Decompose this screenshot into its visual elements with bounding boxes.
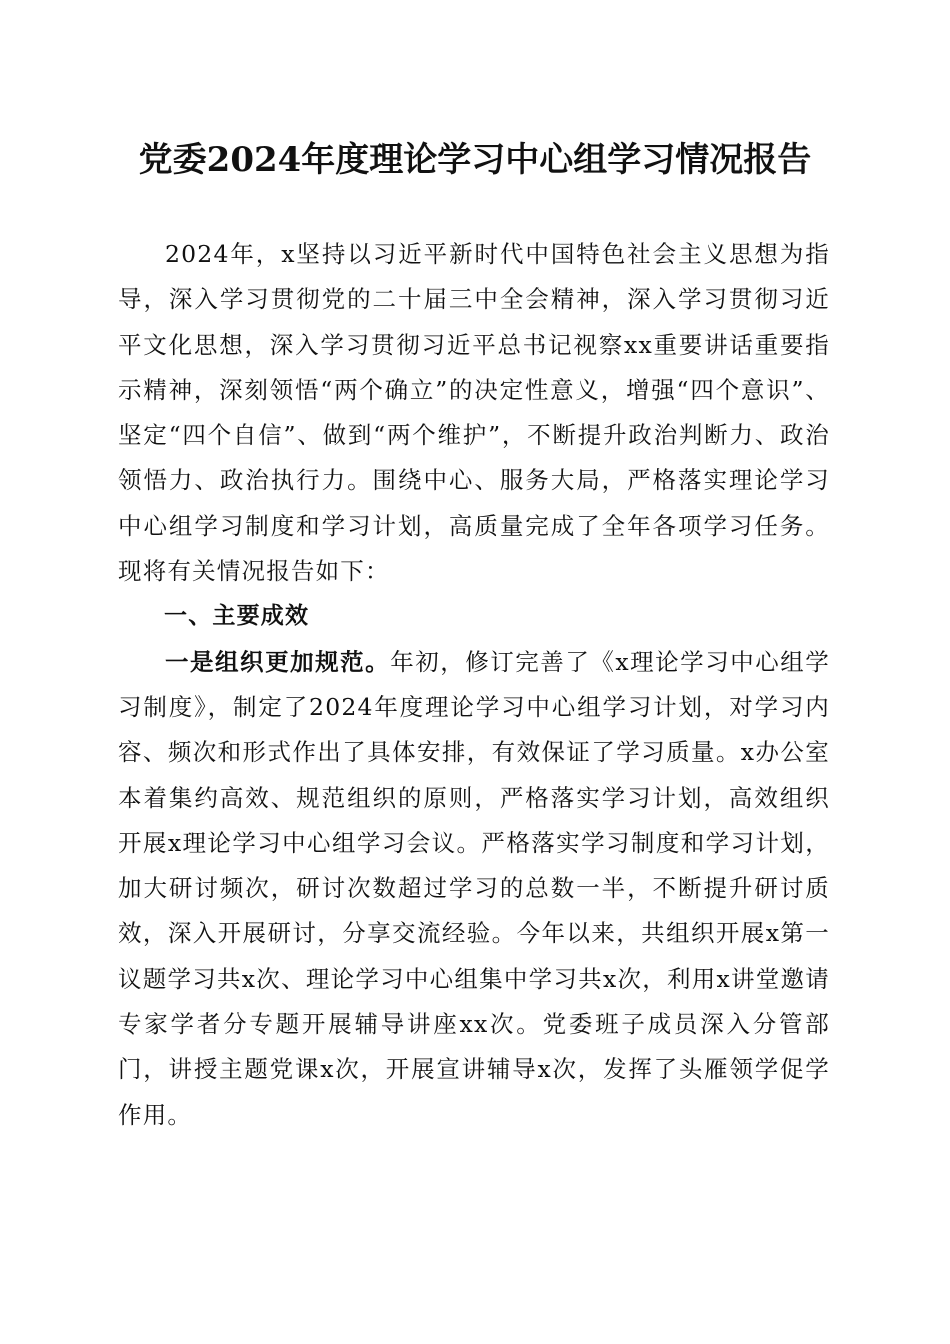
point-body: 年初，修订完善了《x理论学习中心组学习制度》，制定了2024年度理论学习中心组学习计划，对学习内容、频次和形式作出了具体安排，有效保证了学习质量。x办公室本着集约高效、规范组织的原则，严格落实学习计划，高效组织开展x理论学习中心组学习会议。严格落实学习制度和学习计划，加大研讨频次，研讨次数超过学习的总数一半，不断提升研讨质效，深入开展研讨，分享交流经验。今年以来，共组织开展x第一议题学习共x次、理论学习中心组集中学习共x次，利用x讲堂邀请专家学者分专题开展辅导讲座xx次。党委班子成员深入分管部门，讲授主题党课x次，开展宣讲辅导x次，发挥了头雁领学促学作用。: [118, 647, 830, 1129]
point-lead: 一是组织更加规范。: [165, 647, 391, 676]
intro-paragraph: 2024年，x坚持以习近平新时代中国特色社会主义思想为指导，深入学习贯彻党的二十届三中全会精神，深入学习贯彻习近平文化思想，深入学习贯彻习近平总书记视察xx重要讲话重要指示精神，深刻领悟“两个确立”的决定性意义，增强“四个意识”、坚定“四个自信”、做到“两个维护”，不断提升政治判断力、政治领悟力、政治执行力。围绕中心、服务大局，严格落实理论学习中心组学习制度和学习计划，高质量完成了全年各项学习任务。现将有关情况报告如下：: [118, 240, 830, 586]
point-paragraph: [118, 640, 830, 1138]
document-body: [118, 232, 830, 1138]
section-heading: 一、主要成效: [164, 603, 310, 630]
document-title: 党委2024年度理论学习中心组学习情况报告: [138, 140, 812, 180]
